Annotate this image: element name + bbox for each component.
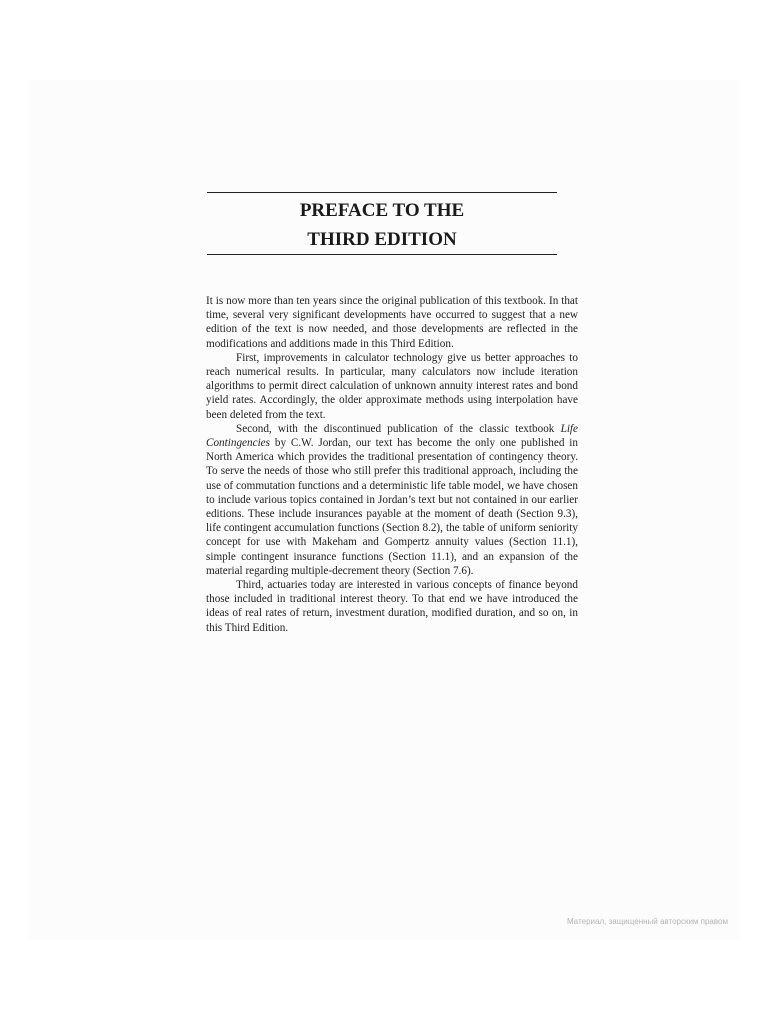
- title-line-2: THIRD EDITION: [307, 229, 457, 250]
- paragraph-3-rest: by C.W. Jordan, our text has become the only one published in North America which provides the traditional presentation of contingency theory. To serve the needs of those who still prefer this traditional approach, including the use of commutation functions and a deterministic life table model, we have chosen to include various topics contained in Jordan’s text but not contained in our earlier editions. These include insurances payable at the moment of death (Section 9.3), life contingent accumulation functions (Section 8.2), the table of uniform seniority concept for use with Makeham and Gompertz annuity values (Section 11.1), simple contingent insurance functions (Section 11.1), and an expansion of the material regarding multiple-decrement theory (Section 7.6).: [206, 437, 579, 577]
- paragraph-3-start: Second, with the discontinued publication of the classic textbook: [236, 422, 555, 435]
- paragraph-2: First, improvements in calculator technology give us better approaches to reach numerical results. In particular, many calculators now include iteration algorithms to permit direct calculation of unknown annuity interest rates and bond yield rates. Accordingly, the older approximate methods using interpolation have been deleted from the text.: [206, 351, 578, 421]
- copyright-watermark: Материал, защищенный авторским правом: [567, 917, 728, 926]
- book-title: Life Contingencies: [206, 422, 578, 450]
- paragraph-1: It is now more than ten years since the original publication of this textbook. In that time, several very significant developments have occurred to suggest that a new edition of the text is now needed, and those developments are reflected in the modifications and additions made in this Third Edition.: [206, 295, 578, 350]
- paragraph-3: [206, 422, 578, 578]
- title-top-rule: [207, 192, 557, 193]
- paragraph-4: Third, actuaries today are interested in various concepts of finance beyond those included in traditional interest theory. To that end we have introduced the ideas of real rates of return, investment duration, modified duration, and so on, in this Third Edition.: [206, 579, 578, 634]
- title-line-1: PREFACE TO THE: [299, 200, 465, 221]
- title-bottom-rule: [207, 254, 557, 255]
- preface-body: [206, 294, 578, 635]
- page-title: [207, 196, 557, 254]
